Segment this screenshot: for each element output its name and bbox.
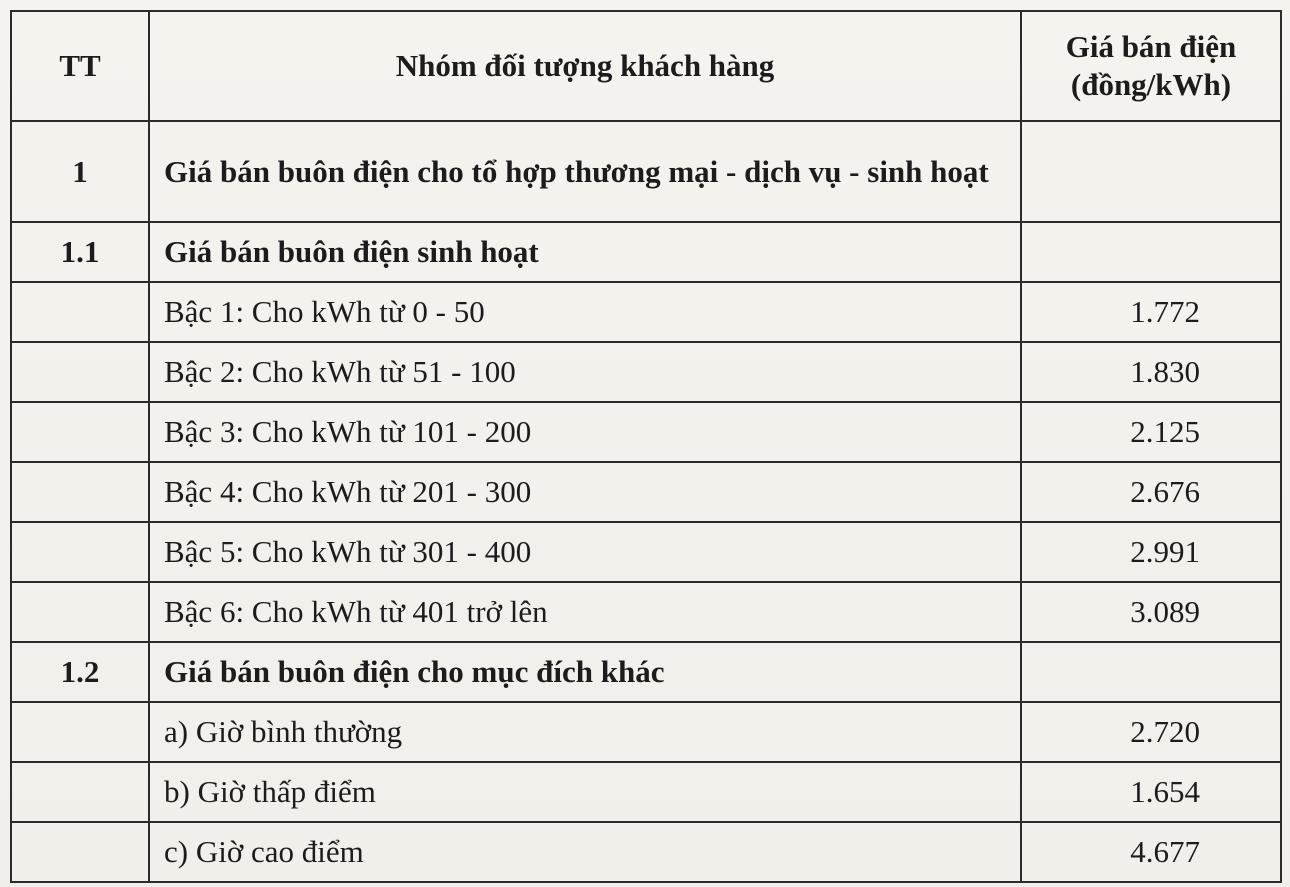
table-row [11, 462, 1281, 522]
row-name: Giá bán buôn điện sinh hoạt [149, 222, 1021, 282]
row-price: 1.830 [1021, 342, 1281, 402]
header-customer-group: Nhóm đối tượng khách hàng [149, 11, 1021, 121]
row-price: 1.654 [1021, 762, 1281, 822]
row-name: Giá bán buôn điện cho tổ hợp thương mại - dịch vụ - sinh hoạt [149, 121, 1021, 222]
row-tt [11, 402, 149, 462]
row-tt [11, 822, 149, 882]
row-name: Bậc 1: Cho kWh từ 0 - 50 [149, 282, 1021, 342]
row-tt: 1.2 [11, 642, 149, 702]
row-tt [11, 762, 149, 822]
table-row [11, 121, 1281, 222]
table-row [11, 342, 1281, 402]
row-name: Bậc 3: Cho kWh từ 101 - 200 [149, 402, 1021, 462]
table-row [11, 402, 1281, 462]
header-price [1021, 11, 1281, 121]
header-price-line2: (đồng/kWh) [1070, 67, 1232, 102]
row-price: 2.125 [1021, 402, 1281, 462]
electricity-price-table [10, 10, 1282, 883]
row-price: 2.676 [1021, 462, 1281, 522]
row-tt: 1.1 [11, 222, 149, 282]
row-name: Giá bán buôn điện cho mục đích khác [149, 642, 1021, 702]
row-price: 2.991 [1021, 522, 1281, 582]
row-name: Bậc 2: Cho kWh từ 51 - 100 [149, 342, 1021, 402]
row-tt [11, 462, 149, 522]
row-name: c) Giờ cao điểm [149, 822, 1021, 882]
row-price [1021, 121, 1281, 222]
row-price: 3.089 [1021, 582, 1281, 642]
row-tt: 1 [11, 121, 149, 222]
row-price: 1.772 [1021, 282, 1281, 342]
row-price [1021, 222, 1281, 282]
table-row [11, 522, 1281, 582]
table-row [11, 222, 1281, 282]
row-price: 4.677 [1021, 822, 1281, 882]
header-tt: TT [11, 11, 149, 121]
header-price-line1: Giá bán điện [1065, 29, 1237, 64]
table-row [11, 282, 1281, 342]
row-tt [11, 702, 149, 762]
table-header-row [11, 11, 1281, 121]
table-row [11, 582, 1281, 642]
row-price [1021, 642, 1281, 702]
row-tt [11, 522, 149, 582]
row-name: Bậc 5: Cho kWh từ 301 - 400 [149, 522, 1021, 582]
row-name: Bậc 4: Cho kWh từ 201 - 300 [149, 462, 1021, 522]
row-tt [11, 582, 149, 642]
row-price: 2.720 [1021, 702, 1281, 762]
table-row [11, 642, 1281, 702]
row-tt [11, 342, 149, 402]
table-row [11, 702, 1281, 762]
table-row [11, 762, 1281, 822]
row-name: a) Giờ bình thường [149, 702, 1021, 762]
row-name: b) Giờ thấp điểm [149, 762, 1021, 822]
row-tt [11, 282, 149, 342]
table-row [11, 822, 1281, 882]
row-name: Bậc 6: Cho kWh từ 401 trở lên [149, 582, 1021, 642]
